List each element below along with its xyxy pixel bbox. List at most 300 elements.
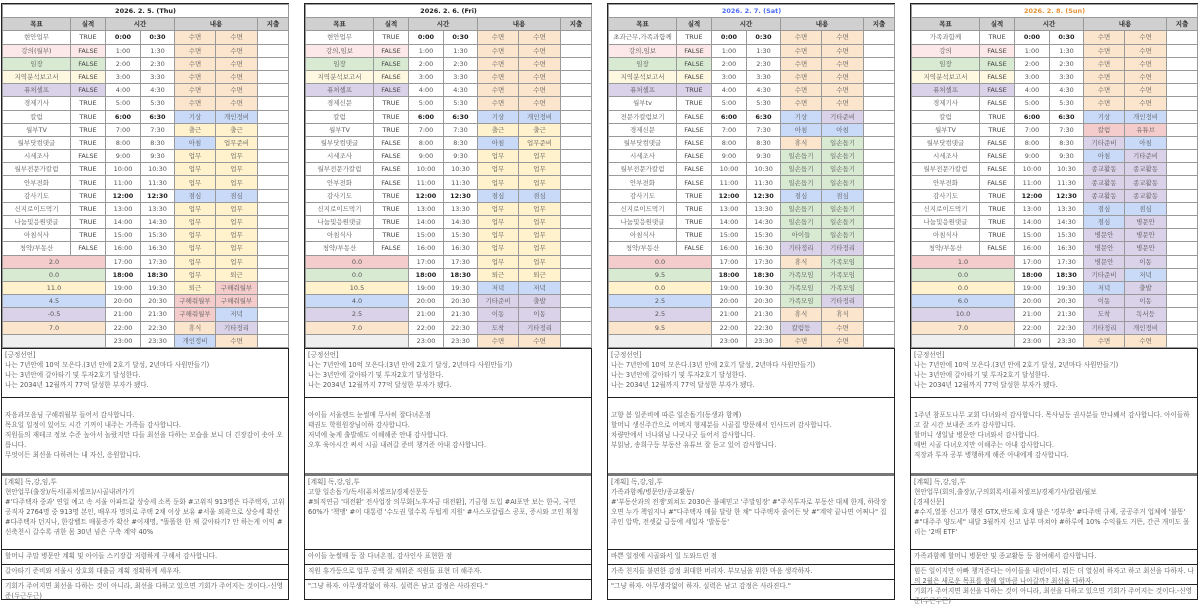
content-cell[interactable]: 수면 [216,334,258,347]
result-cell[interactable]: FALSE [677,44,712,57]
result-cell[interactable]: FALSE [980,136,1015,149]
content-cell[interactable]: 이동 [1125,295,1167,308]
goal-cell[interactable]: 현안업무 [306,31,374,44]
goal-cell[interactable]: 신지로이드먹기 [3,202,71,215]
summary-cell[interactable]: 7.0 [912,321,1015,334]
result-cell[interactable]: TRUE [71,216,106,229]
expense-cell[interactable] [864,163,895,176]
thanks-box[interactable] [608,397,894,473]
goal-cell[interactable]: 퓨처셀프 [3,84,71,97]
content-cell[interactable]: 기타정리 [519,321,561,334]
goal-cell[interactable]: 지역분석보고서 [306,70,374,83]
goal-cell[interactable]: 감사기도 [3,189,71,202]
content-cell[interactable]: 기타준비 [822,110,864,123]
result-cell[interactable]: TRUE [980,202,1015,215]
content-cell[interactable]: 구해줘월부 [216,295,258,308]
content-cell[interactable]: 수면 [216,31,258,44]
result-cell[interactable]: TRUE [71,202,106,215]
expense-cell[interactable] [258,97,289,110]
expense-cell[interactable] [1167,44,1198,57]
goal-cell[interactable]: 월부전문가칼럼 [609,163,677,176]
expense-cell[interactable] [561,97,592,110]
content-cell[interactable]: 기타준비 [1125,150,1167,163]
result-cell[interactable]: FALSE [980,163,1015,176]
expense-cell[interactable] [561,242,592,255]
expense-cell[interactable] [864,321,895,334]
goal-cell[interactable]: 월부TV [3,123,71,136]
goal-cell[interactable]: 월부TV [912,123,980,136]
result-cell[interactable]: TRUE [677,229,712,242]
goal-cell[interactable]: 지역분석보고서 [912,70,980,83]
summary-cell[interactable]: 0.0 [609,255,712,268]
expense-cell[interactable] [1167,295,1198,308]
result-cell[interactable]: FALSE [980,57,1015,70]
expense-cell[interactable] [864,57,895,70]
note-box[interactable] [608,579,894,603]
thanks-box[interactable] [911,397,1197,473]
goal-cell[interactable]: 임장 [912,57,980,70]
expense-cell[interactable] [561,44,592,57]
content-cell[interactable]: 출근 [175,123,216,136]
content-cell[interactable]: 점심 [822,189,864,202]
content-cell[interactable]: 가족모임 [781,268,822,281]
content-cell[interactable]: 업무 [175,268,216,281]
content-cell[interactable]: 업무 [478,216,519,229]
result-cell[interactable]: TRUE [677,31,712,44]
content-cell[interactable]: 저녁 [1084,281,1125,294]
result-cell[interactable]: TRUE [677,97,712,110]
result-cell[interactable]: TRUE [980,229,1015,242]
content-cell[interactable]: 기상 [781,110,822,123]
summary-cell[interactable]: 4.0 [306,295,409,308]
content-cell[interactable]: 수면 [519,70,561,83]
content-cell[interactable]: 병문안 [1084,255,1125,268]
expense-cell[interactable] [864,150,895,163]
thanks-box[interactable] [305,397,591,473]
content-cell[interactable]: 아침 [822,123,864,136]
content-cell[interactable]: 수면 [216,70,258,83]
result-cell[interactable]: TRUE [374,110,409,123]
goal-cell[interactable]: 안부전화 [306,176,374,189]
expense-cell[interactable] [561,334,592,347]
goal-cell[interactable]: 시세조사 [912,150,980,163]
content-cell[interactable]: 칼럼등 [781,321,822,334]
content-cell[interactable]: 수면 [519,31,561,44]
result-cell[interactable]: TRUE [71,31,106,44]
content-cell[interactable]: 수면 [175,84,216,97]
goal-cell[interactable]: 시세조사 [3,150,71,163]
goal-cell[interactable]: 전문가칼럼보기 [609,110,677,123]
expense-cell[interactable] [1167,242,1198,255]
result-cell[interactable]: FALSE [374,70,409,83]
goal-cell[interactable]: 강의 [912,44,980,57]
summary-cell[interactable]: 9.5 [609,321,712,334]
expense-cell[interactable] [1167,281,1198,294]
goal-cell[interactable]: 신지로이드먹기 [912,202,980,215]
goal-cell[interactable]: 월부전문가칼럼 [3,163,71,176]
note-box[interactable] [911,564,1197,584]
content-cell[interactable]: 점심 [216,189,258,202]
expense-cell[interactable] [1167,150,1198,163]
content-cell[interactable]: 수면 [478,97,519,110]
goal-cell[interactable]: 임장 [3,57,71,70]
content-cell[interactable]: 업무 [216,255,258,268]
expense-cell[interactable] [1167,202,1198,215]
expense-cell[interactable] [864,229,895,242]
content-cell[interactable]: 일손돕기 [822,136,864,149]
expense-cell[interactable] [258,202,289,215]
content-cell[interactable]: 수면 [1084,44,1125,57]
content-cell[interactable]: 점심 [519,189,561,202]
expense-cell[interactable] [258,242,289,255]
expense-cell[interactable] [1167,163,1198,176]
summary-cell[interactable]: 0.0 [912,268,1015,281]
content-cell[interactable]: 일손돕기 [781,202,822,215]
plan-box[interactable] [2,473,288,549]
content-cell[interactable]: 업무 [478,229,519,242]
content-cell[interactable]: 이동 [1125,255,1167,268]
goal-cell[interactable]: 신지로이드먹기 [306,202,374,215]
goal-cell[interactable]: 월부닷컴댓글 [609,136,677,149]
goal-cell[interactable]: 지역분석보고서 [609,70,677,83]
expense-cell[interactable] [864,281,895,294]
content-cell[interactable]: 퇴근 [478,268,519,281]
goal-cell[interactable]: 임장 [306,57,374,70]
note-box[interactable] [2,549,288,564]
result-cell[interactable]: TRUE [71,189,106,202]
goal-cell[interactable]: 월부TV [306,123,374,136]
content-cell[interactable]: 이동 [519,308,561,321]
content-cell[interactable]: 수면 [478,84,519,97]
content-cell[interactable]: 점심 [1084,202,1125,215]
plan-box[interactable] [608,473,894,549]
note-box[interactable] [911,584,1197,608]
content-cell[interactable]: 업무 [216,163,258,176]
goal-cell[interactable]: 아침식사 [306,229,374,242]
content-cell[interactable]: 구해줘월부 [175,308,216,321]
expense-cell[interactable] [258,334,289,347]
expense-cell[interactable] [258,44,289,57]
result-cell[interactable]: FALSE [374,242,409,255]
summary-cell[interactable] [609,334,712,347]
expense-cell[interactable] [1167,176,1198,189]
content-cell[interactable]: 수면 [1084,31,1125,44]
content-cell[interactable]: 독서등 [1125,308,1167,321]
goal-cell[interactable]: 월부전문가칼럼 [912,163,980,176]
content-cell[interactable]: 가족모임 [781,295,822,308]
content-cell[interactable]: 수면 [519,84,561,97]
expense-cell[interactable] [561,216,592,229]
content-cell[interactable]: 저녁 [519,281,561,294]
summary-cell[interactable]: 9.5 [609,268,712,281]
content-cell[interactable]: 수면 [1125,334,1167,347]
content-cell[interactable]: 유튜브 [1125,123,1167,136]
note-box[interactable] [2,564,288,579]
content-cell[interactable]: 수면 [1084,84,1125,97]
goal-cell[interactable]: 아침식사 [912,229,980,242]
expense-cell[interactable] [258,189,289,202]
content-cell[interactable]: 수면 [478,70,519,83]
goal-cell[interactable]: 안부전화 [609,176,677,189]
content-cell[interactable]: 기상 [478,110,519,123]
content-cell[interactable]: 수면 [1084,334,1125,347]
content-cell[interactable]: 출근 [519,123,561,136]
content-cell[interactable]: 개인정비 [175,334,216,347]
content-cell[interactable]: 출근 [478,123,519,136]
goal-cell[interactable]: 청약/부동산 [912,242,980,255]
content-cell[interactable]: 업무 [175,163,216,176]
summary-cell[interactable]: 0.0 [912,281,1015,294]
content-cell[interactable]: 업무 [519,242,561,255]
goal-cell[interactable]: 강의,임보 [609,44,677,57]
content-cell[interactable]: 수면 [175,31,216,44]
expense-cell[interactable] [864,189,895,202]
content-cell[interactable]: 업무 [216,202,258,215]
goal-cell[interactable]: 안부전화 [912,176,980,189]
content-cell[interactable]: 기상 [1084,110,1125,123]
content-cell[interactable]: 수면 [822,97,864,110]
result-cell[interactable]: TRUE [374,97,409,110]
expense-cell[interactable] [561,163,592,176]
summary-cell[interactable]: 4.5 [3,295,106,308]
result-cell[interactable]: TRUE [71,123,106,136]
expense-cell[interactable] [1167,189,1198,202]
content-cell[interactable]: 구해줘월부 [175,295,216,308]
expense-cell[interactable] [258,123,289,136]
content-cell[interactable]: 종교활동 [1084,189,1125,202]
expense-cell[interactable] [258,295,289,308]
summary-cell[interactable]: 7.0 [306,321,409,334]
expense-cell[interactable] [561,110,592,123]
expense-cell[interactable] [1167,84,1198,97]
expense-cell[interactable] [258,110,289,123]
expense-cell[interactable] [258,136,289,149]
thanks-box[interactable] [2,397,288,473]
content-cell[interactable]: 종교활동 [1125,189,1167,202]
result-cell[interactable]: TRUE [374,31,409,44]
content-cell[interactable]: 도착 [1084,308,1125,321]
result-cell[interactable]: TRUE [374,123,409,136]
declaration-box[interactable] [305,348,591,397]
content-cell[interactable]: 수면 [519,44,561,57]
result-cell[interactable]: TRUE [374,216,409,229]
content-cell[interactable]: 기타준비 [478,295,519,308]
content-cell[interactable]: 일손돕기 [822,202,864,215]
goal-cell[interactable]: 초과근무,가족과함께 [609,31,677,44]
content-cell[interactable]: 수면 [781,334,822,347]
goal-cell[interactable]: 칼럼 [912,110,980,123]
expense-cell[interactable] [864,110,895,123]
goal-cell[interactable]: 강의,임보 [306,44,374,57]
result-cell[interactable]: FALSE [374,84,409,97]
content-cell[interactable]: 점심 [1084,216,1125,229]
content-cell[interactable]: 수면 [1125,57,1167,70]
content-cell[interactable]: 수면 [1125,97,1167,110]
content-cell[interactable]: 수면 [822,31,864,44]
goal-cell[interactable]: 나눔및응원댓글 [912,216,980,229]
expense-cell[interactable] [1167,97,1198,110]
expense-cell[interactable] [864,295,895,308]
expense-cell[interactable] [258,281,289,294]
expense-cell[interactable] [864,97,895,110]
expense-cell[interactable] [1167,70,1198,83]
expense-cell[interactable] [864,242,895,255]
expense-cell[interactable] [258,255,289,268]
result-cell[interactable]: TRUE [677,189,712,202]
goal-cell[interactable]: 나눔및응원댓글 [306,216,374,229]
goal-cell[interactable]: 월부tv [609,97,677,110]
content-cell[interactable]: 출발 [519,295,561,308]
summary-cell[interactable]: 0.0 [3,268,106,281]
expense-cell[interactable] [561,84,592,97]
summary-cell[interactable]: 10.0 [912,308,1015,321]
content-cell[interactable]: 아침 [175,136,216,149]
result-cell[interactable]: FALSE [374,44,409,57]
summary-cell[interactable]: 1.0 [912,255,1015,268]
result-cell[interactable]: TRUE [980,110,1015,123]
content-cell[interactable]: 수면 [1125,70,1167,83]
content-cell[interactable]: 업무 [175,242,216,255]
note-box[interactable] [608,564,894,579]
content-cell[interactable]: 수면 [1125,31,1167,44]
content-cell[interactable]: 종교활동 [1084,163,1125,176]
goal-cell[interactable]: 시세조사 [609,150,677,163]
content-cell[interactable]: 출근 [216,123,258,136]
content-cell[interactable]: 수면 [781,44,822,57]
goal-cell[interactable]: 아침식사 [3,229,71,242]
expense-cell[interactable] [561,176,592,189]
content-cell[interactable]: 수면 [1084,57,1125,70]
plan-box[interactable] [305,473,591,549]
goal-cell[interactable]: 감사기도 [912,189,980,202]
content-cell[interactable]: 칼럼 [1084,123,1125,136]
content-cell[interactable]: 병문안 [1125,242,1167,255]
goal-cell[interactable]: 월부닷컴댓글 [3,136,71,149]
summary-cell[interactable]: -0.5 [3,308,106,321]
result-cell[interactable]: FALSE [71,57,106,70]
content-cell[interactable]: 수면 [519,334,561,347]
content-cell[interactable]: 수면 [478,334,519,347]
goal-cell[interactable]: 청약/부동산 [306,242,374,255]
content-cell[interactable]: 업무준비 [216,136,258,149]
result-cell[interactable]: FALSE [71,70,106,83]
content-cell[interactable]: 수면 [216,97,258,110]
summary-cell[interactable] [912,334,1015,347]
content-cell[interactable]: 업무 [175,176,216,189]
expense-cell[interactable] [1167,229,1198,242]
goal-cell[interactable]: 경제기사 [3,97,71,110]
content-cell[interactable]: 수면 [822,70,864,83]
result-cell[interactable]: TRUE [980,123,1015,136]
content-cell[interactable]: 업무준비 [519,136,561,149]
expense-cell[interactable] [258,84,289,97]
result-cell[interactable]: TRUE [374,202,409,215]
expense-cell[interactable] [561,123,592,136]
content-cell[interactable]: 점심 [1125,202,1167,215]
content-cell[interactable]: 수면 [478,57,519,70]
result-cell[interactable]: TRUE [374,229,409,242]
content-cell[interactable]: 수면 [781,70,822,83]
goal-cell[interactable]: 경제신문 [306,97,374,110]
content-cell[interactable]: 가족모임 [822,268,864,281]
content-cell[interactable]: 업무 [216,176,258,189]
expense-cell[interactable] [258,150,289,163]
content-cell[interactable]: 기타정리 [781,242,822,255]
content-cell[interactable]: 기타정리 [822,295,864,308]
goal-cell[interactable]: 임장 [609,57,677,70]
summary-cell[interactable]: 6.0 [912,295,1015,308]
expense-cell[interactable] [561,150,592,163]
result-cell[interactable]: FALSE [677,150,712,163]
note-box[interactable] [911,549,1197,564]
result-cell[interactable]: FALSE [980,176,1015,189]
content-cell[interactable]: 수면 [175,44,216,57]
expense-cell[interactable] [1167,31,1198,44]
result-cell[interactable]: FALSE [71,84,106,97]
goal-cell[interactable]: 안부전화 [3,176,71,189]
goal-cell[interactable]: 가족과함께 [912,31,980,44]
content-cell[interactable]: 기타정리 [1084,321,1125,334]
expense-cell[interactable] [864,31,895,44]
result-cell[interactable]: TRUE [677,216,712,229]
result-cell[interactable]: FALSE [677,110,712,123]
content-cell[interactable]: 업무 [216,229,258,242]
content-cell[interactable]: 수면 [822,334,864,347]
result-cell[interactable]: FALSE [980,242,1015,255]
content-cell[interactable]: 이동 [478,308,519,321]
content-cell[interactable]: 아침 [781,123,822,136]
goal-cell[interactable]: 칼럼 [3,110,71,123]
content-cell[interactable]: 수면 [781,57,822,70]
expense-cell[interactable] [258,216,289,229]
result-cell[interactable]: FALSE [677,242,712,255]
result-cell[interactable]: FALSE [980,70,1015,83]
expense-cell[interactable] [561,295,592,308]
expense-cell[interactable] [258,321,289,334]
result-cell[interactable]: FALSE [677,176,712,189]
note-box[interactable] [305,564,591,579]
content-cell[interactable]: 수면 [478,31,519,44]
expense-cell[interactable] [258,229,289,242]
content-cell[interactable]: 병문안 [1084,242,1125,255]
content-cell[interactable]: 기타준비 [1084,136,1125,149]
content-cell[interactable]: 아침 [478,136,519,149]
content-cell[interactable]: 기타준비 [1084,268,1125,281]
content-cell[interactable]: 도착 [478,321,519,334]
result-cell[interactable]: TRUE [980,189,1015,202]
content-cell[interactable]: 점심 [781,189,822,202]
expense-cell[interactable] [864,255,895,268]
goal-cell[interactable]: 현안업무 [3,31,71,44]
content-cell[interactable]: 병문안 [1125,216,1167,229]
content-cell[interactable]: 업무 [519,202,561,215]
content-cell[interactable]: 휴식 [175,321,216,334]
expense-cell[interactable] [864,123,895,136]
content-cell[interactable]: 업무 [519,150,561,163]
declaration-box[interactable] [608,348,894,397]
goal-cell[interactable]: 칼럼 [306,110,374,123]
declaration-box[interactable] [911,348,1197,397]
content-cell[interactable]: 수면 [781,97,822,110]
declaration-box[interactable] [2,348,288,397]
result-cell[interactable]: FALSE [71,242,106,255]
expense-cell[interactable] [258,268,289,281]
content-cell[interactable]: 업무 [478,255,519,268]
result-cell[interactable]: TRUE [71,176,106,189]
plan-box[interactable] [911,473,1197,549]
content-cell[interactable]: 업무 [519,216,561,229]
goal-cell[interactable]: 강의(월부) [3,44,71,57]
